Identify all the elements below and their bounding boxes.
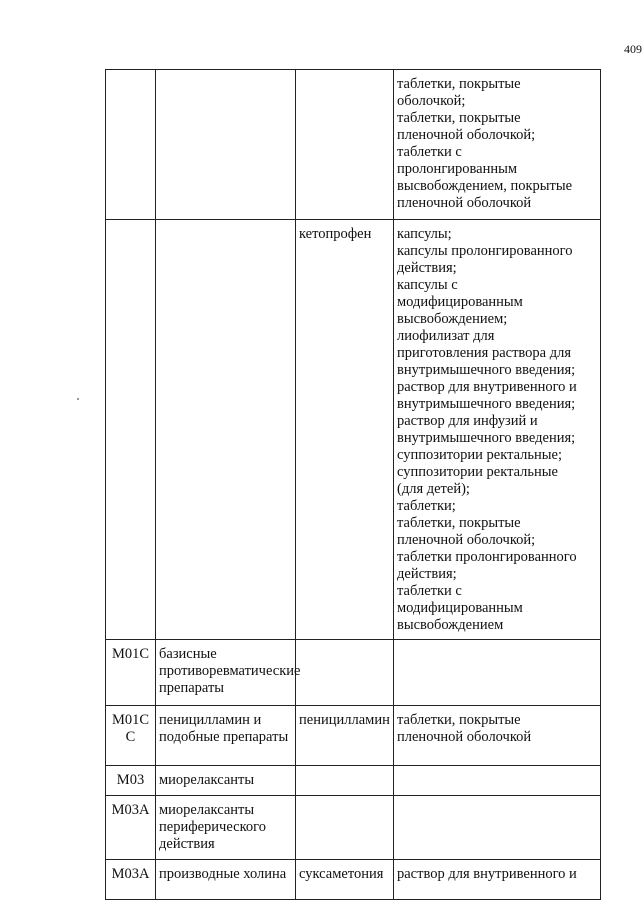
dosage-form-line: таблетки; [397,498,456,514]
dosage-form-line: пленочной оболочкой; [397,127,536,143]
table-row [106,70,601,220]
dosage-form-line: таблетки, покрытые [397,515,521,531]
dosage-form-line: приготовления раствора для [397,345,571,361]
dosage-form-line: суппозитории ректальные [397,464,558,480]
atc-code-cell: М01С С [106,706,156,766]
dosage-form-line: таблетки с [397,144,462,160]
dosage-form-line: таблетки с [397,583,462,599]
dosage-form-line: капсулы с [397,277,458,293]
group-name-cell [156,70,296,220]
dosage-form-line: раствор для инфузий и [397,413,538,429]
page-number: 409 [624,42,642,56]
group-name-cell [156,220,296,640]
inn-cell [296,766,394,796]
dosage-form-line: внутримышечного введения; [397,396,576,412]
dosage-forms-cell [394,70,601,220]
inn-cell: пеницилламин [296,706,394,766]
dosage-form-line: пленочной оболочкой; [397,532,536,548]
dosage-form-line: лиофилизат для [397,328,495,344]
dosage-forms-cell [394,766,601,796]
dosage-form-line: оболочкой; [397,93,466,109]
group-name-cell: пеницилламин и подобные препараты [156,706,296,766]
inn-cell [296,796,394,860]
dosage-form-line: пленочной оболочкой [397,195,532,211]
table-row [106,766,601,796]
dosage-form-line: (для детей); [397,481,470,497]
dosage-form-line: модифицированным [397,294,523,310]
dosage-form-line: внутримышечного введения; [397,362,576,378]
group-name-cell: базисные противоревматические препараты [156,640,296,706]
dosage-form-line: таблетки пролонгированного [397,549,577,565]
drug-table [105,69,601,900]
inn-cell: суксаметония [296,860,394,900]
dosage-form-line: пленочной оболочкой [397,729,532,745]
table-row [106,796,601,860]
dosage-form-line: суппозитории ректальные; [397,447,562,463]
table-row [106,220,601,640]
group-name-cell: производные холина [156,860,296,900]
dosage-form-line: таблетки, покрытые [397,110,521,126]
dosage-forms-cell [394,860,601,900]
dosage-forms-cell [394,706,601,766]
dosage-form-line: высвобождением, покрытые [397,178,573,194]
inn-cell [296,70,394,220]
atc-code-cell: М03А [106,860,156,900]
dosage-form-line: действия; [397,260,457,276]
dosage-forms-cell [394,796,601,860]
dosage-form-line: высвобождением [397,617,504,633]
dosage-form-line: таблетки, покрытые [397,76,521,92]
dosage-form-line: капсулы пролонгированного [397,243,573,259]
dosage-form-line: внутримышечного введения; [397,430,576,446]
dosage-form-line: капсулы; [397,226,452,242]
inn-cell [296,640,394,706]
dosage-form-line: модифицированным [397,600,523,616]
dosage-form-line: действия; [397,566,457,582]
dosage-form-line: раствор для внутривенного и [397,866,577,882]
dosage-form-line: высвобождением; [397,311,508,327]
group-name-cell: миорелаксанты периферического действия [156,796,296,860]
atc-code-cell: М01С [106,640,156,706]
scan-speck [77,398,79,400]
dosage-form-line: раствор для внутривенного и [397,379,577,395]
inn-cell: кетопрофен [296,220,394,640]
atc-code-cell [106,220,156,640]
dosage-form-line: таблетки, покрытые [397,712,521,728]
table-row [106,860,601,900]
atc-code-cell: М03А [106,796,156,860]
table-row [106,640,601,706]
atc-code-cell [106,70,156,220]
dosage-forms-cell [394,640,601,706]
dosage-forms-cell [394,220,601,640]
dosage-form-line: пролонгированным [397,161,518,177]
atc-code-cell: М03 [106,766,156,796]
table-row [106,706,601,766]
group-name-cell: миорелаксанты [156,766,296,796]
